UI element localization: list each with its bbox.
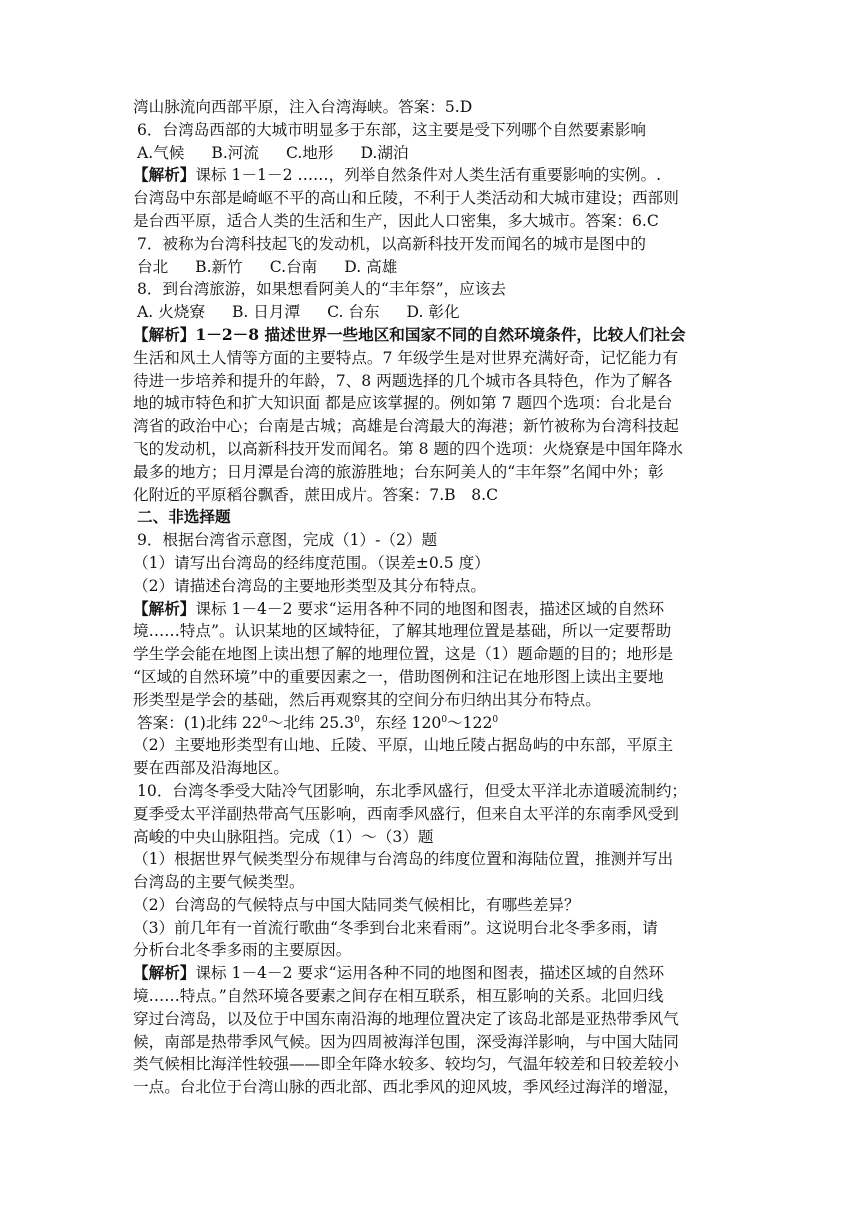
- section-heading: 二、非选择题: [137, 507, 231, 527]
- option-a: 台北: [137, 257, 169, 276]
- question-9: 9．根据台湾省示意图，完成（1）-（2）题: [137, 531, 438, 550]
- text-line: 学生学会能在地图上读出想了解的地理位置，这是（1）题命题的目的；地形是: [133, 645, 674, 664]
- analysis-8: 【解析】1－2－8 描述世界一些地区和国家不同的自然环境条件，比较人们社会: [133, 324, 686, 344]
- text-line: 穿过台湾岛，以及位于中国东南沿海的地理位置决定了该岛北部是亚热带季风气: [133, 1009, 679, 1028]
- analysis-6: 【解析】课标 1－1－2 ……，列举自然条件对人类生活有重要影响的实例。.: [133, 165, 662, 185]
- option-c: C.地形: [285, 143, 334, 162]
- text-line: 湾省的政治中心；台南是古城；高雄是台湾最大的海港；新竹被称为台湾科技起: [133, 417, 679, 436]
- text-line: 湾山脉流向西部平原，注入台湾海峡。答案：5.D: [133, 98, 473, 116]
- text-line: “区域的自然环境”中的重要因素之一，借助图例和注记在地形图上读出主要地: [133, 667, 664, 686]
- option-b: B.河流: [211, 143, 259, 162]
- question-10-part-2: （2）台湾岛的气候特点与中国大陆同类气候相比，有哪些差异？: [133, 895, 580, 914]
- question-8-options: [133, 301, 740, 324]
- analysis-tag: 【解析】: [133, 598, 196, 618]
- option-d: D.湖泊: [360, 143, 409, 162]
- text-line: 高峻的中央山脉阻挡。完成（1）～（3）题: [133, 827, 434, 846]
- question-9-part-2: （2）请描述台湾岛的主要地形类型及其分布特点。: [133, 576, 486, 595]
- question-10-part-1: （1）根据世界气候类型分布规律与台湾岛的纬度位置和海陆位置，推测并写出: [133, 850, 674, 869]
- text-line: 最多的地方；日月潭是台湾的旅游胜地；台东阿美人的“丰年祭”名闻中外；彰: [133, 462, 664, 481]
- text-line: 要在西部及沿海地区。: [133, 759, 289, 778]
- option-c: C. 台东: [327, 303, 380, 322]
- text-line: 化附近的平原稻谷飘香，蔗田成片。答案：7.B 8.C: [133, 485, 499, 504]
- option-a: A. 火烧寮: [137, 303, 205, 322]
- text-line: 候，南部是热带季风气候。因为四周被海洋包围，深受海洋影响，与中国大陆同: [133, 1032, 679, 1051]
- text-line: 夏季受太平洋副热带高气压影响，西南季风盛行，但来自太平洋的东南季风受到: [133, 804, 679, 823]
- question-6-options: [133, 142, 740, 165]
- text-line: 飞的发动机，以高新科技开发而闻名。第 8 题的四个选项：火烧寮是中国年降水: [133, 439, 684, 458]
- question-7: 7．被称为台湾科技起飞的发动机，以高新科技开发而闻名的城市是图中的: [137, 234, 646, 253]
- question-9-part-1: （1）请写出台湾岛的经纬度范围。（误差±0.5 度）: [133, 553, 490, 572]
- question-6: 6．台湾岛西部的大城市明显多于东部，这主要是受下列哪个自然要素影响: [137, 120, 646, 139]
- answer-9-part-1: 答案：(1)北纬 $22^0\sim$北纬 25.3$^0$，东经 $120^0\sim 122^0$: [137, 713, 499, 732]
- answer-9-part-2: （2）主要地形类型有山地、丘陵、平原，山地丘陵占据岛屿的中东部，平原主: [133, 736, 674, 755]
- text-line: 境……特点”。认识某地的区域特征，了解其地理位置是基础，所以一定要帮助: [133, 622, 672, 641]
- text-line: 分析台北冬季多雨的主要原因。: [133, 941, 352, 960]
- option-d: D. 高雄: [344, 257, 398, 276]
- option-c: C.台南: [269, 257, 318, 276]
- analysis-10: 【解析】课标 1－4－2 要求“运用各种不同的地图和图表，描述区域的自然环: [133, 963, 665, 983]
- text-line: 类气候相比海洋性较强——即全年降水较多、较均匀，气温年较差和日较差较小: [133, 1055, 679, 1074]
- option-a: A.气候: [137, 143, 185, 162]
- text-line: 待进一步培养和提升的年龄，7、8 两题选择的几个城市各具特色，作为了解各: [133, 371, 673, 390]
- analysis-tag: 【解析】: [133, 324, 196, 344]
- option-b: B. 日月潭: [231, 303, 301, 322]
- analysis-tag: 【解析】: [133, 963, 196, 983]
- question-10-part-3: （3）前几年有一首流行歌曲“冬季到台北来看雨”。这说明台北冬季多雨，请: [133, 918, 658, 937]
- text-line: 台湾岛中东部是崎岖不平的高山和丘陵，不利于人类活动和大城市建设；西部则: [133, 189, 679, 208]
- text-line: 是台西平原，适合人类的生活和生产，因此人口密集，多大城市。答案：6.C: [133, 211, 659, 230]
- analysis-tag: 【解析】: [133, 165, 196, 185]
- text-line: 境……特点。”自然环境各要素之间存在相互联系，相互影响的关系。北回归线: [133, 987, 664, 1006]
- question-7-options: [133, 256, 740, 279]
- text-line: 地的城市特色和扩大知识面 都是应该掌握的。例如第 7 题四个选项：台北是台: [133, 394, 673, 413]
- text-line: 形类型是学会的基础，然后再观察其的空间分布归纳出其分布特点。: [133, 690, 601, 709]
- text-line: 生活和风土人情等方面的主要特点。7 年级学生是对世界充满好奇，记忆能力有: [133, 348, 679, 367]
- question-8: 8．到台湾旅游，如果想看阿美人的“丰年祭”，应该去: [137, 280, 506, 299]
- option-b: B.新竹: [195, 257, 243, 276]
- text-line: 一点。台北位于台湾山脉的西北部、西北季风的迎风坡，季风经过海洋的增湿，: [133, 1078, 679, 1097]
- question-10: 10．台湾冬季受大陆冷气团影响，东北季风盛行，但受太平洋北赤道暖流制约；: [137, 781, 688, 800]
- analysis-9: 【解析】课标 1－4－2 要求“运用各种不同的地图和图表，描述区域的自然环: [133, 598, 665, 618]
- text-line: 台湾岛的主要气候类型。: [133, 873, 305, 892]
- option-d: D. 彰化: [406, 303, 460, 322]
